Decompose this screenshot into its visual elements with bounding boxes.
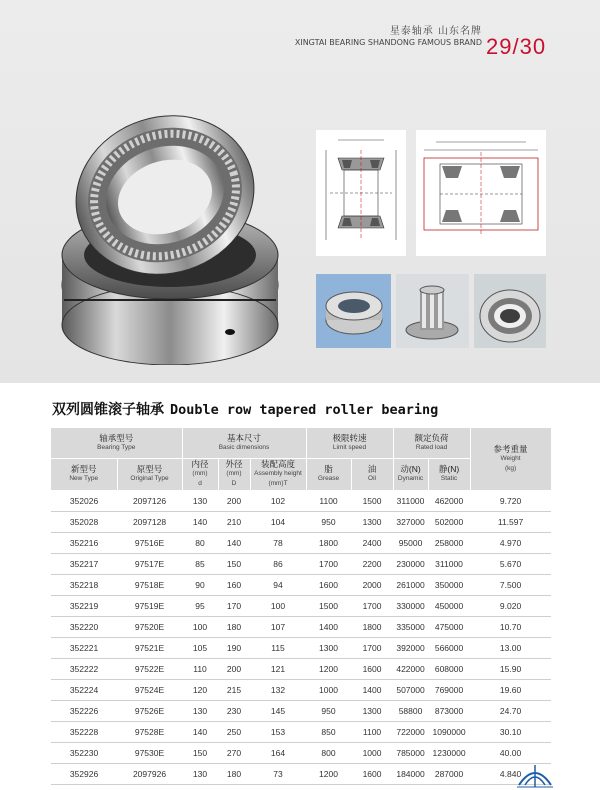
table-row [51, 721, 551, 742]
header-dynamic: 动(N) Dynamic [393, 458, 428, 490]
cell-static: 311000 [428, 553, 470, 574]
cell-d: 85 [182, 553, 218, 574]
header-limit-speed: 极限转速 Limit speed [306, 428, 393, 458]
cell-weight: 7.500 [470, 574, 551, 595]
cell-oil: 1700 [351, 595, 393, 616]
header-static: 静(N) Static [428, 458, 470, 490]
cell-orig: 97518E [117, 574, 182, 595]
cell-weight: 9.720 [470, 490, 551, 511]
cell-d: 130 [182, 763, 218, 784]
header-height: 装配高度 Assembly height (mm)T [250, 458, 306, 490]
cell-T: 115 [250, 637, 306, 658]
cell-weight: 4.970 [470, 532, 551, 553]
cell-new: 352926 [51, 763, 117, 784]
cell-dynamic: 722000 [393, 721, 428, 742]
cell-grease: 1300 [306, 637, 351, 658]
cell-D: 270 [218, 742, 250, 763]
cell-grease: 1200 [306, 658, 351, 679]
cell-T: 100 [250, 595, 306, 616]
cell-orig: 97530E [117, 742, 182, 763]
cell-T: 121 [250, 658, 306, 679]
cell-new: 352222 [51, 658, 117, 679]
cell-orig: 2097128 [117, 511, 182, 532]
cell-T: 102 [250, 490, 306, 511]
cell-d: 80 [182, 532, 218, 553]
cell-grease: 1600 [306, 574, 351, 595]
cell-orig: 97521E [117, 637, 182, 658]
header-grease: 脂 Grease [306, 458, 351, 490]
cell-oil: 1300 [351, 511, 393, 532]
cell-d: 130 [182, 700, 218, 721]
cell-weight: 13.00 [470, 637, 551, 658]
cell-weight: 19.60 [470, 679, 551, 700]
cell-T: 78 [250, 532, 306, 553]
cell-weight: 10.70 [470, 616, 551, 637]
brand-cn: 星泰轴承 山东名牌 [389, 26, 482, 37]
cell-static: 1090000 [428, 721, 470, 742]
brand-header [295, 26, 482, 48]
cell-d: 110 [182, 658, 218, 679]
table-row [51, 553, 551, 574]
cell-new: 352026 [51, 490, 117, 511]
cell-static: 450000 [428, 595, 470, 616]
cell-new: 352028 [51, 511, 117, 532]
cell-d: 140 [182, 511, 218, 532]
section-title-en: Double row tapered roller bearing [170, 402, 439, 418]
company-logo-icon [515, 759, 555, 789]
cell-oil: 1000 [351, 742, 393, 763]
cell-dynamic: 392000 [393, 637, 428, 658]
cell-D: 160 [218, 574, 250, 595]
cell-grease: 1400 [306, 616, 351, 637]
cell-oil: 1700 [351, 637, 393, 658]
cell-oil: 2400 [351, 532, 393, 553]
cell-orig: 97526E [117, 700, 182, 721]
cell-grease: 1200 [306, 763, 351, 784]
cell-new: 352221 [51, 637, 117, 658]
cell-d: 150 [182, 742, 218, 763]
table-row [51, 679, 551, 700]
table-row [51, 616, 551, 637]
cell-T: 73 [250, 763, 306, 784]
cell-T: 107 [250, 616, 306, 637]
cell-orig: 97524E [117, 679, 182, 700]
cell-static: 462000 [428, 490, 470, 511]
cell-T: 86 [250, 553, 306, 574]
bearing-photo-2 [396, 274, 469, 348]
cell-weight: 30.10 [470, 721, 551, 742]
cell-static: 566000 [428, 637, 470, 658]
cell-static: 475000 [428, 616, 470, 637]
table-row [51, 511, 551, 532]
cell-new: 352218 [51, 574, 117, 595]
cell-d: 130 [182, 490, 218, 511]
header-new-type: 新型号 New Type [51, 458, 117, 490]
cell-dynamic: 58800 [393, 700, 428, 721]
cell-grease: 1500 [306, 595, 351, 616]
cell-D: 140 [218, 532, 250, 553]
cell-orig: 97519E [117, 595, 182, 616]
header-outer-dia: 外径 (mm) D [218, 458, 250, 490]
cell-weight: 9.020 [470, 595, 551, 616]
cell-new: 352219 [51, 595, 117, 616]
cell-static: 608000 [428, 658, 470, 679]
table-row [51, 700, 551, 721]
cell-oil: 1400 [351, 679, 393, 700]
cell-static: 502000 [428, 511, 470, 532]
cell-oil: 1300 [351, 700, 393, 721]
bearing-assembly-drawing-icon [416, 130, 546, 256]
bearing-photo-3-icon [474, 274, 546, 348]
cell-grease: 850 [306, 721, 351, 742]
table-row [51, 532, 551, 553]
cell-orig: 2097126 [117, 490, 182, 511]
cell-oil: 2000 [351, 574, 393, 595]
cell-weight: 24.70 [470, 700, 551, 721]
cell-weight: 40.00 [470, 742, 551, 763]
cell-static: 258000 [428, 532, 470, 553]
cell-d: 95 [182, 595, 218, 616]
cell-oil: 1800 [351, 616, 393, 637]
cell-T: 94 [250, 574, 306, 595]
cell-grease: 1100 [306, 490, 351, 511]
cell-static: 873000 [428, 700, 470, 721]
cell-dynamic: 184000 [393, 763, 428, 784]
cell-d: 105 [182, 637, 218, 658]
cell-oil: 1600 [351, 763, 393, 784]
cell-T: 132 [250, 679, 306, 700]
table-body [51, 490, 551, 784]
cell-new: 352230 [51, 742, 117, 763]
cell-dynamic: 330000 [393, 595, 428, 616]
cell-D: 150 [218, 553, 250, 574]
bearing-section-drawing-icon [316, 130, 406, 256]
cell-new: 352228 [51, 721, 117, 742]
table-row [51, 595, 551, 616]
cell-d: 100 [182, 616, 218, 637]
section-title-cn: 双列圆锥滚子轴承 [52, 402, 164, 418]
cell-D: 180 [218, 616, 250, 637]
drawing-section-box [316, 130, 406, 256]
cell-d: 90 [182, 574, 218, 595]
cell-d: 140 [182, 721, 218, 742]
cell-oil: 2200 [351, 553, 393, 574]
header-inner-dia: 内径 (mm) d [182, 458, 218, 490]
cell-orig: 97517E [117, 553, 182, 574]
cell-dynamic: 335000 [393, 616, 428, 637]
cell-dynamic: 230000 [393, 553, 428, 574]
cell-static: 1230000 [428, 742, 470, 763]
cell-d: 120 [182, 679, 218, 700]
brand-en: XINGTAI BEARING SHANDONG FAMOUS BRAND [294, 38, 482, 47]
section-title [52, 399, 438, 419]
cell-T: 164 [250, 742, 306, 763]
header-rated-load: 额定负荷 Rated load [393, 428, 470, 458]
table-row [51, 658, 551, 679]
cell-new: 352217 [51, 553, 117, 574]
cell-orig: 97528E [117, 721, 182, 742]
cell-grease: 950 [306, 700, 351, 721]
cell-static: 769000 [428, 679, 470, 700]
bearing-photo-3 [474, 274, 546, 348]
cell-new: 352226 [51, 700, 117, 721]
double-row-tapered-bearing-photo-icon [40, 95, 290, 365]
cell-grease: 800 [306, 742, 351, 763]
cell-orig: 2097926 [117, 763, 182, 784]
cell-weight: 15.90 [470, 658, 551, 679]
table-row [51, 763, 551, 784]
bearing-photo-1-icon [316, 274, 391, 348]
cell-D: 230 [218, 700, 250, 721]
cell-dynamic: 785000 [393, 742, 428, 763]
cell-weight: 5.670 [470, 553, 551, 574]
cell-dynamic: 422000 [393, 658, 428, 679]
cell-weight: 4.840 [470, 763, 551, 784]
cell-dynamic: 327000 [393, 511, 428, 532]
drawing-assembly-box [416, 130, 546, 256]
bearing-photo-1 [316, 274, 391, 348]
bearing-photo-2-icon [396, 274, 469, 348]
cell-grease: 1000 [306, 679, 351, 700]
table-row [51, 742, 551, 763]
cell-oil: 1500 [351, 490, 393, 511]
header-original-type: 原型号 Original Type [117, 458, 182, 490]
header-oil: 油 Oil [351, 458, 393, 490]
cell-T: 104 [250, 511, 306, 532]
header-basic-dimensions: 基本尺寸 Basic dimensions [182, 428, 306, 458]
cell-oil: 1600 [351, 658, 393, 679]
cell-new: 352224 [51, 679, 117, 700]
cell-orig: 97520E [117, 616, 182, 637]
cell-D: 250 [218, 721, 250, 742]
cell-static: 350000 [428, 574, 470, 595]
cell-static: 287000 [428, 763, 470, 784]
header-weight: 参考重量 Weight (kg) [470, 428, 551, 490]
table-row [51, 637, 551, 658]
cell-new: 352220 [51, 616, 117, 637]
cell-dynamic: 507000 [393, 679, 428, 700]
cell-D: 210 [218, 511, 250, 532]
cell-orig: 97522E [117, 658, 182, 679]
cell-D: 200 [218, 490, 250, 511]
cell-D: 200 [218, 658, 250, 679]
cell-grease: 1700 [306, 553, 351, 574]
cell-T: 153 [250, 721, 306, 742]
cell-grease: 1800 [306, 532, 351, 553]
bearing-spec-table [51, 428, 552, 785]
cell-D: 190 [218, 637, 250, 658]
header-bearing-type: 轴承型号 Bearing Type [51, 428, 182, 458]
cell-T: 145 [250, 700, 306, 721]
cell-weight: 11.597 [470, 511, 551, 532]
cell-orig: 97516E [117, 532, 182, 553]
cell-grease: 950 [306, 511, 351, 532]
cell-oil: 1100 [351, 721, 393, 742]
table-row [51, 490, 551, 511]
cell-new: 352216 [51, 532, 117, 553]
cell-D: 180 [218, 763, 250, 784]
page-number: 29/30 [486, 34, 547, 59]
cell-dynamic: 261000 [393, 574, 428, 595]
cell-dynamic: 311000 [393, 490, 428, 511]
cell-dynamic: 95000 [393, 532, 428, 553]
cell-D: 170 [218, 595, 250, 616]
cell-D: 215 [218, 679, 250, 700]
table-row [51, 574, 551, 595]
